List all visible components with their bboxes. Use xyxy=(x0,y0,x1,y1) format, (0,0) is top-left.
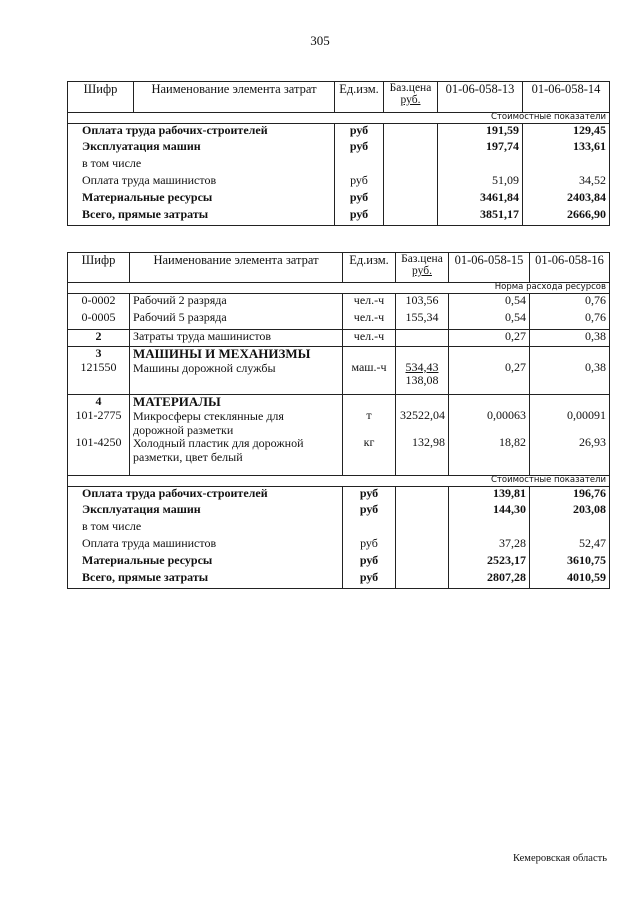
table-row: Оплата труда машинистов руб 37,28 52,47 xyxy=(68,537,610,554)
section-machines: 3 121550 МАШИНЫ И МЕХАНИЗМЫ Машины дорожной службы маш.-ч 534,43 138,08 0,27 0,38 xyxy=(68,346,610,394)
table-row: Материальные ресурсы руб 3461,84 2403,84 xyxy=(68,191,610,208)
table-row: Оплата труда рабочих-строителей руб 139,81 196,76 xyxy=(68,486,610,503)
resource-label-row xyxy=(68,283,610,294)
section-label-row xyxy=(68,475,610,486)
table-header-row xyxy=(68,253,610,283)
header-code: Шифр xyxy=(68,82,134,113)
table-row: Оплата труда рабочих-строителей руб 191,59 129,45 xyxy=(68,123,610,140)
table-row: 0-0005 Рабочий 5 разряда чел.-ч 155,34 0,54 0,76 xyxy=(68,311,610,329)
section-label: Стоимостные показатели xyxy=(68,113,610,124)
header-unit: Ед.изм. xyxy=(335,82,384,113)
header-name: Наименование элемента затрат xyxy=(134,82,335,113)
header-unit: Ед.изм. xyxy=(343,253,396,283)
header-col-b: 01-06-058-16 xyxy=(530,253,610,283)
table-row: 0-0002 Рабочий 2 разряда чел.-ч 103,56 0,54 0,76 xyxy=(68,293,610,311)
page-number: 305 xyxy=(310,33,330,48)
section-label: Стоимостные показатели xyxy=(68,475,610,486)
footer-region: Кемеровская область xyxy=(513,853,607,864)
header-col-b: 01-06-058-14 xyxy=(523,82,610,113)
header-price: Баз.цена руб. xyxy=(384,82,438,113)
section-materials: 4 101-2775 101-4250 МАТЕРИАЛЫ Микросферы стеклянные для дорожной разметки Холодный пластик для дорожной разметки, цвет белый т кг 32522,04 132,98 0,00063 18,82 0,00091 26,93 xyxy=(68,394,610,475)
header-code: Шифр xyxy=(68,253,130,283)
table-header-row xyxy=(68,82,610,113)
resource-table-2 xyxy=(67,252,610,589)
table-row: в том числе xyxy=(68,520,610,537)
table-row: Оплата труда машинистов руб 51,09 34,52 xyxy=(68,174,610,191)
header-col-a: 01-06-058-15 xyxy=(449,253,530,283)
table-row: в том числе xyxy=(68,157,610,174)
table-row: Всего, прямые затраты руб 2807,28 4010,59 xyxy=(68,571,610,588)
header-col-a: 01-06-058-13 xyxy=(438,82,523,113)
table-row: Всего, прямые затраты руб 3851,17 2666,90 xyxy=(68,208,610,225)
table-row: Эксплуатация машин руб 197,74 133,61 xyxy=(68,140,610,157)
header-name: Наименование элемента затрат xyxy=(130,253,343,283)
resource-label: Норма расхода ресурсов xyxy=(68,283,610,294)
section-label-row xyxy=(68,113,610,124)
table-row: Материальные ресурсы руб 2523,17 3610,75 xyxy=(68,554,610,571)
table-row: Эксплуатация машин руб 144,30 203,08 xyxy=(68,503,610,520)
table-row: 2 Затраты труда машинистов чел.-ч 0,27 0,38 xyxy=(68,329,610,346)
header-price: Баз.цена руб. xyxy=(396,253,449,283)
cost-table-1 xyxy=(67,81,610,226)
